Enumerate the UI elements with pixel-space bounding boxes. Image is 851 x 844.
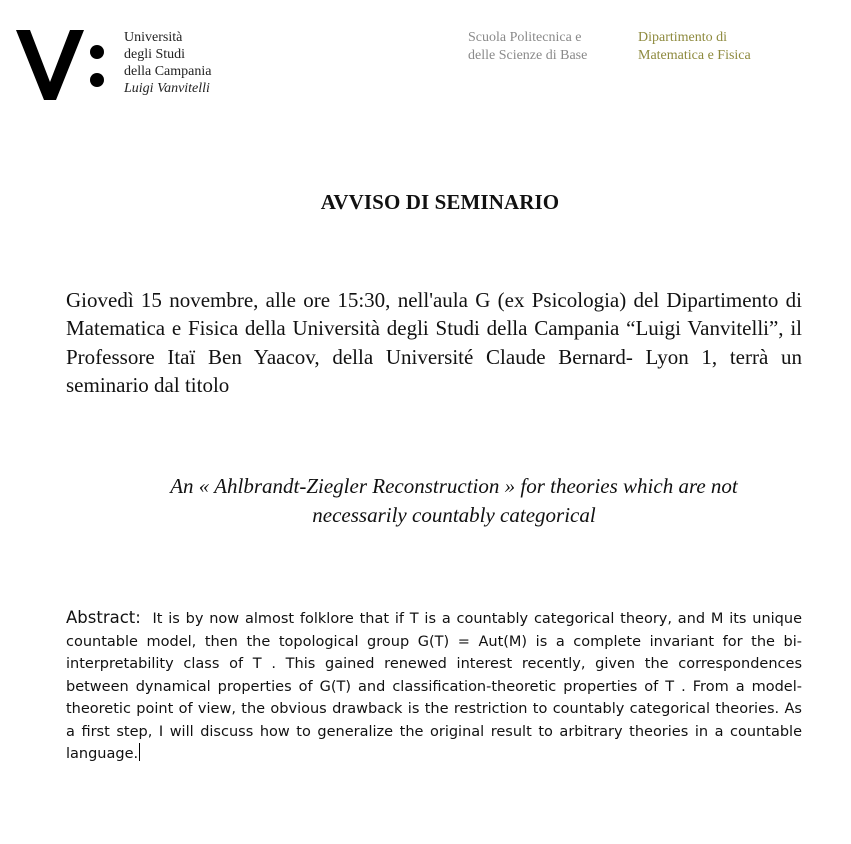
university-line: degli Studi <box>124 47 186 62</box>
university-logo-icon <box>16 30 106 102</box>
talk-title-line: necessarily countably categorical <box>312 503 596 527</box>
department-line: Dipartimento di <box>638 30 728 45</box>
university-name <box>124 29 211 97</box>
school-line: Scuola Politecnica e <box>468 30 582 45</box>
university-line: Università <box>124 30 183 45</box>
school-name <box>468 29 587 65</box>
abstract-label: Abstract: <box>66 608 141 627</box>
abstract-text: It is by now almost folklore that if T is a countably categorical theory, and M its unique countable model, then the topological group G(T) = Aut(M) is a complete invariant for the bi-interpretability class of T . This gained renewed interest recently, given the correspondences between dynamical properties of G(T) and classification-theoretic properties of T . From a model-theoretic point of view, the obvious drawback is the restriction to countably categorical theories. As a first step, I will discuss how to generalize the original result to arbitrary theories in a countable language. <box>66 611 803 762</box>
school-line: delle Scienze di Base <box>468 48 588 63</box>
announcement-paragraph[interactable]: Giovedì 15 novembre, alle ore 15:30, nell'aula G (ex Psicologia) del Dipartimento di Matematica e Fisica della Università degli Studi della Campania “Luigi Vanvitelli”, il Professore Itaï Ben Yaacov, della Université Claude Bernard- Lyon 1, terrà un seminario dal titolo <box>66 288 802 397</box>
university-line: Luigi Vanvitelli <box>124 81 210 96</box>
abstract-paragraph[interactable] <box>66 607 802 766</box>
text-cursor <box>139 743 140 761</box>
talk-title-line: An « Ahlbrandt-Ziegler Reconstruction » for theories which are not <box>170 474 738 498</box>
department-line: Matematica e Fisica <box>638 48 751 63</box>
department-name <box>638 29 751 65</box>
university-line: della Campania <box>124 64 212 79</box>
talk-title[interactable] <box>66 472 842 530</box>
page-title: AVVISO DI SEMINARIO <box>320 190 560 214</box>
